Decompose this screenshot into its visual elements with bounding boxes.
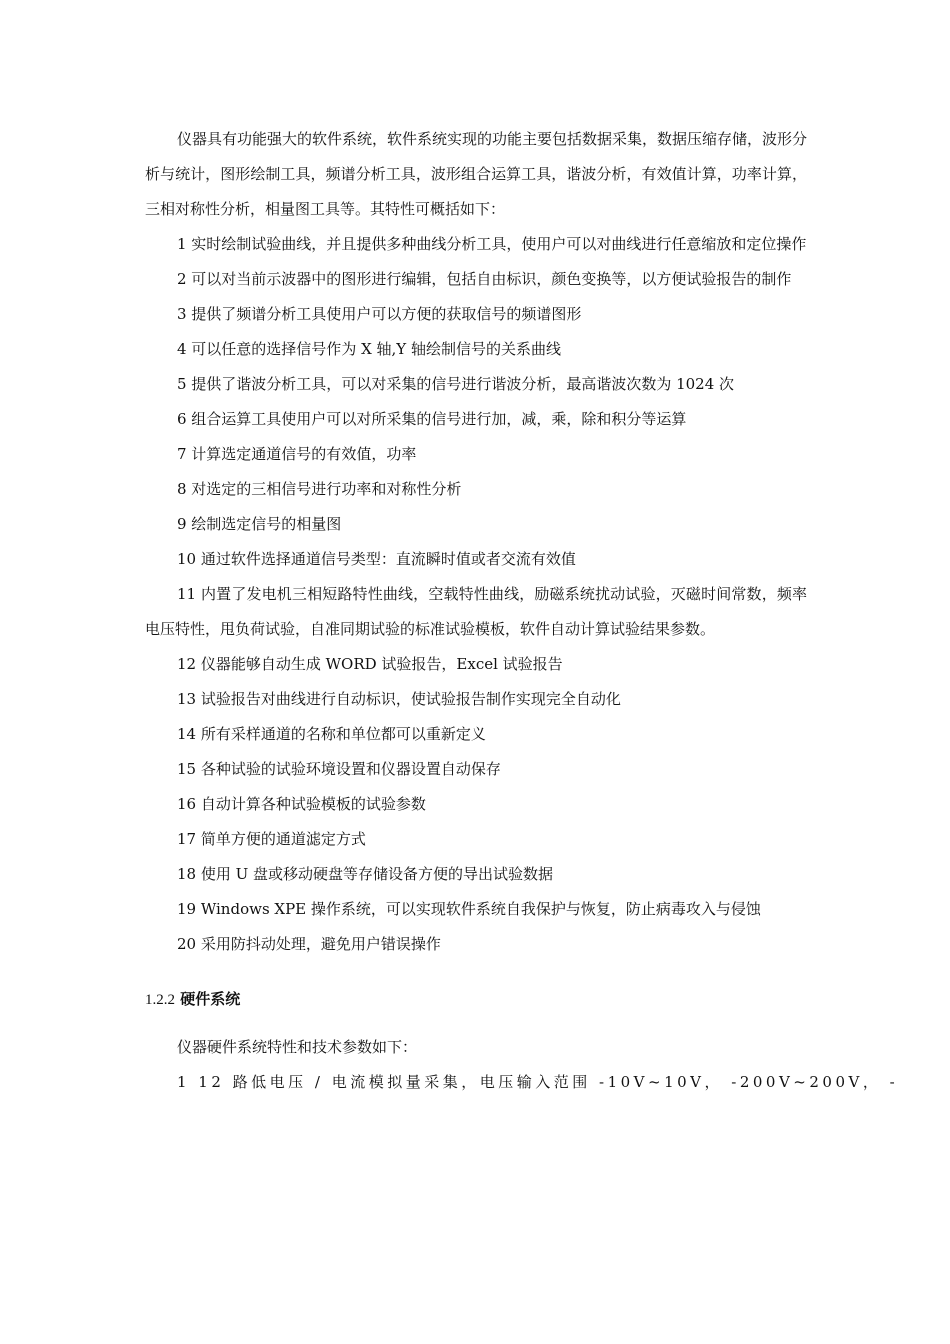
list-item: 15 各种试验的试验环境设置和仪器设置自动保存 <box>177 760 501 778</box>
hardware-feature-list <box>145 1065 899 1100</box>
list-item: 5 提供了谐波分析工具，可以对采集的信号进行谐波分析，最高谐波次数为 1024 次 <box>177 375 735 393</box>
software-intro-paragraph: 仪器具有功能强大的软件系统，软件系统实现的功能主要包括数据采集，数据压缩存储，波形分析与统计，图形绘制工具，频谱分析工具，波形组合运算工具，谐波分析，有效值计算，功率计算，三相对称性分析，相量图工具等。其特性可概括如下： <box>145 130 808 218</box>
list-item: 1 12 路低电压 / 电流模拟量采集，电压输入范围 -10V~10V， -200V~200V， - <box>177 1073 899 1091</box>
list-item: 10 通过软件选择通道信号类型：直流瞬时值或者交流有效值 <box>177 550 576 568</box>
list-item: 6 组合运算工具使用户可以对所采集的信号进行加，减，乘，除和积分等运算 <box>177 410 687 428</box>
list-item: 19 Windows XPE 操作系统，可以实现软件系统自我保护与恢复，防止病毒攻入与侵蚀 <box>177 900 761 918</box>
list-item: 1 实时绘制试验曲线，并且提供多种曲线分析工具，使用户可以对曲线进行任意缩放和定位操作 <box>177 235 807 253</box>
list-item: 20 采用防抖动处理，避免用户错误操作 <box>177 935 441 953</box>
list-item: 9 绘制选定信号的相量图 <box>177 515 342 533</box>
list-item: 17 简单方便的通道滤定方式 <box>177 830 366 848</box>
list-item: 3 提供了频谱分析工具使用户可以方便的获取信号的频谱图形 <box>177 305 582 323</box>
list-item: 18 使用 U 盘或移动硬盘等存储设备方便的导出试验数据 <box>177 865 554 883</box>
section-heading <box>145 982 807 1018</box>
list-item: 7 计算选定通道信号的有效值，功率 <box>177 445 417 463</box>
section-number: 1.2.2 <box>145 992 175 1008</box>
list-item: 11 内置了发电机三相短路特性曲线，空载特性曲线，励磁系统扰动试验，灭磁时间常数，频率电压特性，甩负荷试验，自准同期试验的标准试验模板，软件自动计算试验结果参数。 <box>145 585 807 638</box>
software-feature-list <box>145 227 807 962</box>
list-item: 12 仪器能够自动生成 WORD 试验报告，Excel 试验报告 <box>177 655 563 673</box>
list-item: 4 可以任意的选择信号作为 X 轴,Y 轴绘制信号的关系曲线 <box>177 340 561 358</box>
list-item: 14 所有采样通道的名称和单位都可以重新定义 <box>177 725 486 743</box>
hardware-intro-paragraph: 仪器硬件系统特性和技术参数如下： <box>177 1038 418 1056</box>
section-title: 硬件系统 <box>180 990 241 1008</box>
list-item: 2 可以对当前示波器中的图形进行编辑，包括自由标识，颜色变换等，以方便试验报告的制作 <box>177 270 792 288</box>
list-item: 16 自动计算各种试验模板的试验参数 <box>177 795 426 813</box>
list-item: 8 对选定的三相信号进行功率和对称性分析 <box>177 480 462 498</box>
document-body <box>145 122 899 1100</box>
list-item: 13 试验报告对曲线进行自动标识，使试验报告制作实现完全自动化 <box>177 690 621 708</box>
